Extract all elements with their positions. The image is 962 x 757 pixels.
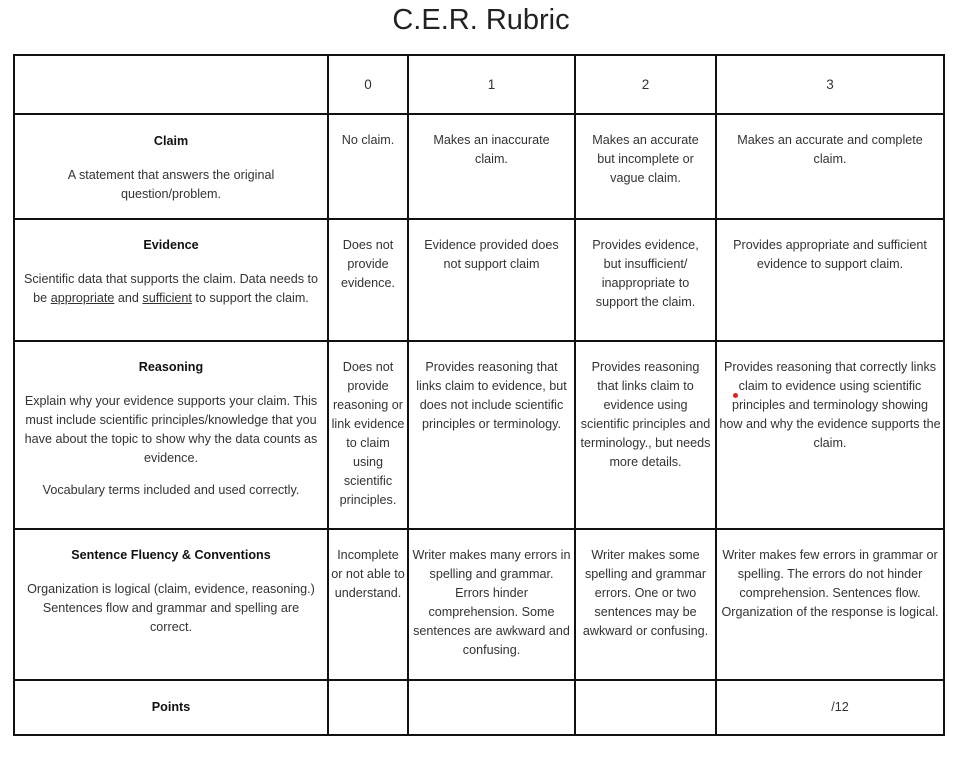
page-title: C.E.R. Rubric bbox=[392, 4, 570, 36]
red-dot-marker bbox=[733, 393, 738, 398]
header-row bbox=[14, 55, 944, 114]
level-0-cell: Does not provide evidence. bbox=[328, 219, 408, 341]
level-3-cell: Provides reasoning that correctly links claim to evidence using scientific principles and terminology showing how and why the evidence supports the claim. bbox=[716, 341, 944, 529]
criterion-cell bbox=[14, 114, 328, 219]
claim-row bbox=[14, 114, 944, 219]
header-cell-criteria bbox=[14, 55, 328, 114]
criterion-title: Reasoning bbox=[138, 360, 204, 374]
reasoning-row bbox=[14, 341, 944, 529]
criterion-description: Organization is logical (claim, evidence, reasoning.) Sentences flow and grammar and spelling are correct. bbox=[27, 582, 315, 634]
criterion-description bbox=[18, 270, 324, 308]
header-cell-2: 2 bbox=[575, 55, 716, 114]
underlined-term: sufficient bbox=[142, 291, 192, 305]
level-1-cell: Provides reasoning that links claim to evidence, but does not include scientific principles or terminology. bbox=[408, 341, 575, 529]
level-2-cell: Makes an accurate but incomplete or vague claim. bbox=[575, 114, 716, 219]
points-cell-0[interactable] bbox=[328, 680, 408, 735]
description-text: Scientific data that supports the claim. Data needs to be bbox=[23, 272, 319, 305]
level-0-cell: Does not provide reasoning or link evidence to claim using scientific principles. bbox=[328, 341, 408, 529]
level-1-cell: Evidence provided does not support claim bbox=[408, 219, 575, 341]
criterion-cell bbox=[14, 341, 328, 529]
points-cell-2[interactable] bbox=[575, 680, 716, 735]
points-row bbox=[14, 680, 944, 735]
criterion-cell bbox=[14, 529, 328, 680]
criterion-description: Explain why your evidence supports your claim. This must include scientific principles/knowledge that you have about the topic to show why the data counts as evidence. bbox=[24, 394, 318, 465]
points-label-text: Points bbox=[151, 700, 191, 714]
criterion-title: Claim bbox=[153, 134, 189, 148]
level-3-cell: Provides appropriate and sufficient evidence to support claim. bbox=[716, 219, 944, 341]
level-3-cell: Writer makes few errors in grammar or spelling. The errors do not hinder comprehension. Sentences flow. Organization of the response is logical. bbox=[716, 529, 944, 680]
points-total[interactable]: /12 bbox=[716, 680, 944, 735]
criterion-cell bbox=[14, 219, 328, 341]
header-cell-0: 0 bbox=[328, 55, 408, 114]
criterion-note: Vocabulary terms included and used correctly. bbox=[42, 483, 300, 497]
level-2-cell: Provides evidence, but insufficient/ inappropriate to support the claim. bbox=[575, 219, 716, 341]
criterion-description: A statement that answers the original question/problem. bbox=[67, 168, 275, 201]
level-2-cell: Writer makes some spelling and grammar errors. One or two sentences may be awkward or confusing. bbox=[575, 529, 716, 680]
level-0-cell: No claim. bbox=[328, 114, 408, 219]
underlined-term: appropriate bbox=[50, 291, 115, 305]
criterion-title: Sentence Fluency & Conventions bbox=[71, 548, 271, 562]
description-text: to support the claim. bbox=[191, 291, 309, 305]
fluency-row bbox=[14, 529, 944, 680]
level-3-cell: Makes an accurate and complete claim. bbox=[716, 114, 944, 219]
level-1-cell: Makes an inaccurate claim. bbox=[408, 114, 575, 219]
description-text: and bbox=[114, 291, 143, 305]
criterion-title: Evidence bbox=[143, 238, 199, 252]
level-1-cell: Writer makes many errors in spelling and grammar. Errors hinder comprehension. Some sentences are awkward and confusing. bbox=[408, 529, 575, 680]
evidence-row bbox=[14, 219, 944, 341]
level-2-cell: Provides reasoning that links claim to evidence using scientific principles and terminology., but needs more details. bbox=[575, 341, 716, 529]
header-cell-1: 1 bbox=[408, 55, 575, 114]
header-cell-3: 3 bbox=[716, 55, 944, 114]
points-label bbox=[14, 680, 328, 735]
level-0-cell: Incomplete or not able to understand. bbox=[328, 529, 408, 680]
rubric-table bbox=[13, 54, 945, 736]
points-cell-1[interactable] bbox=[408, 680, 575, 735]
